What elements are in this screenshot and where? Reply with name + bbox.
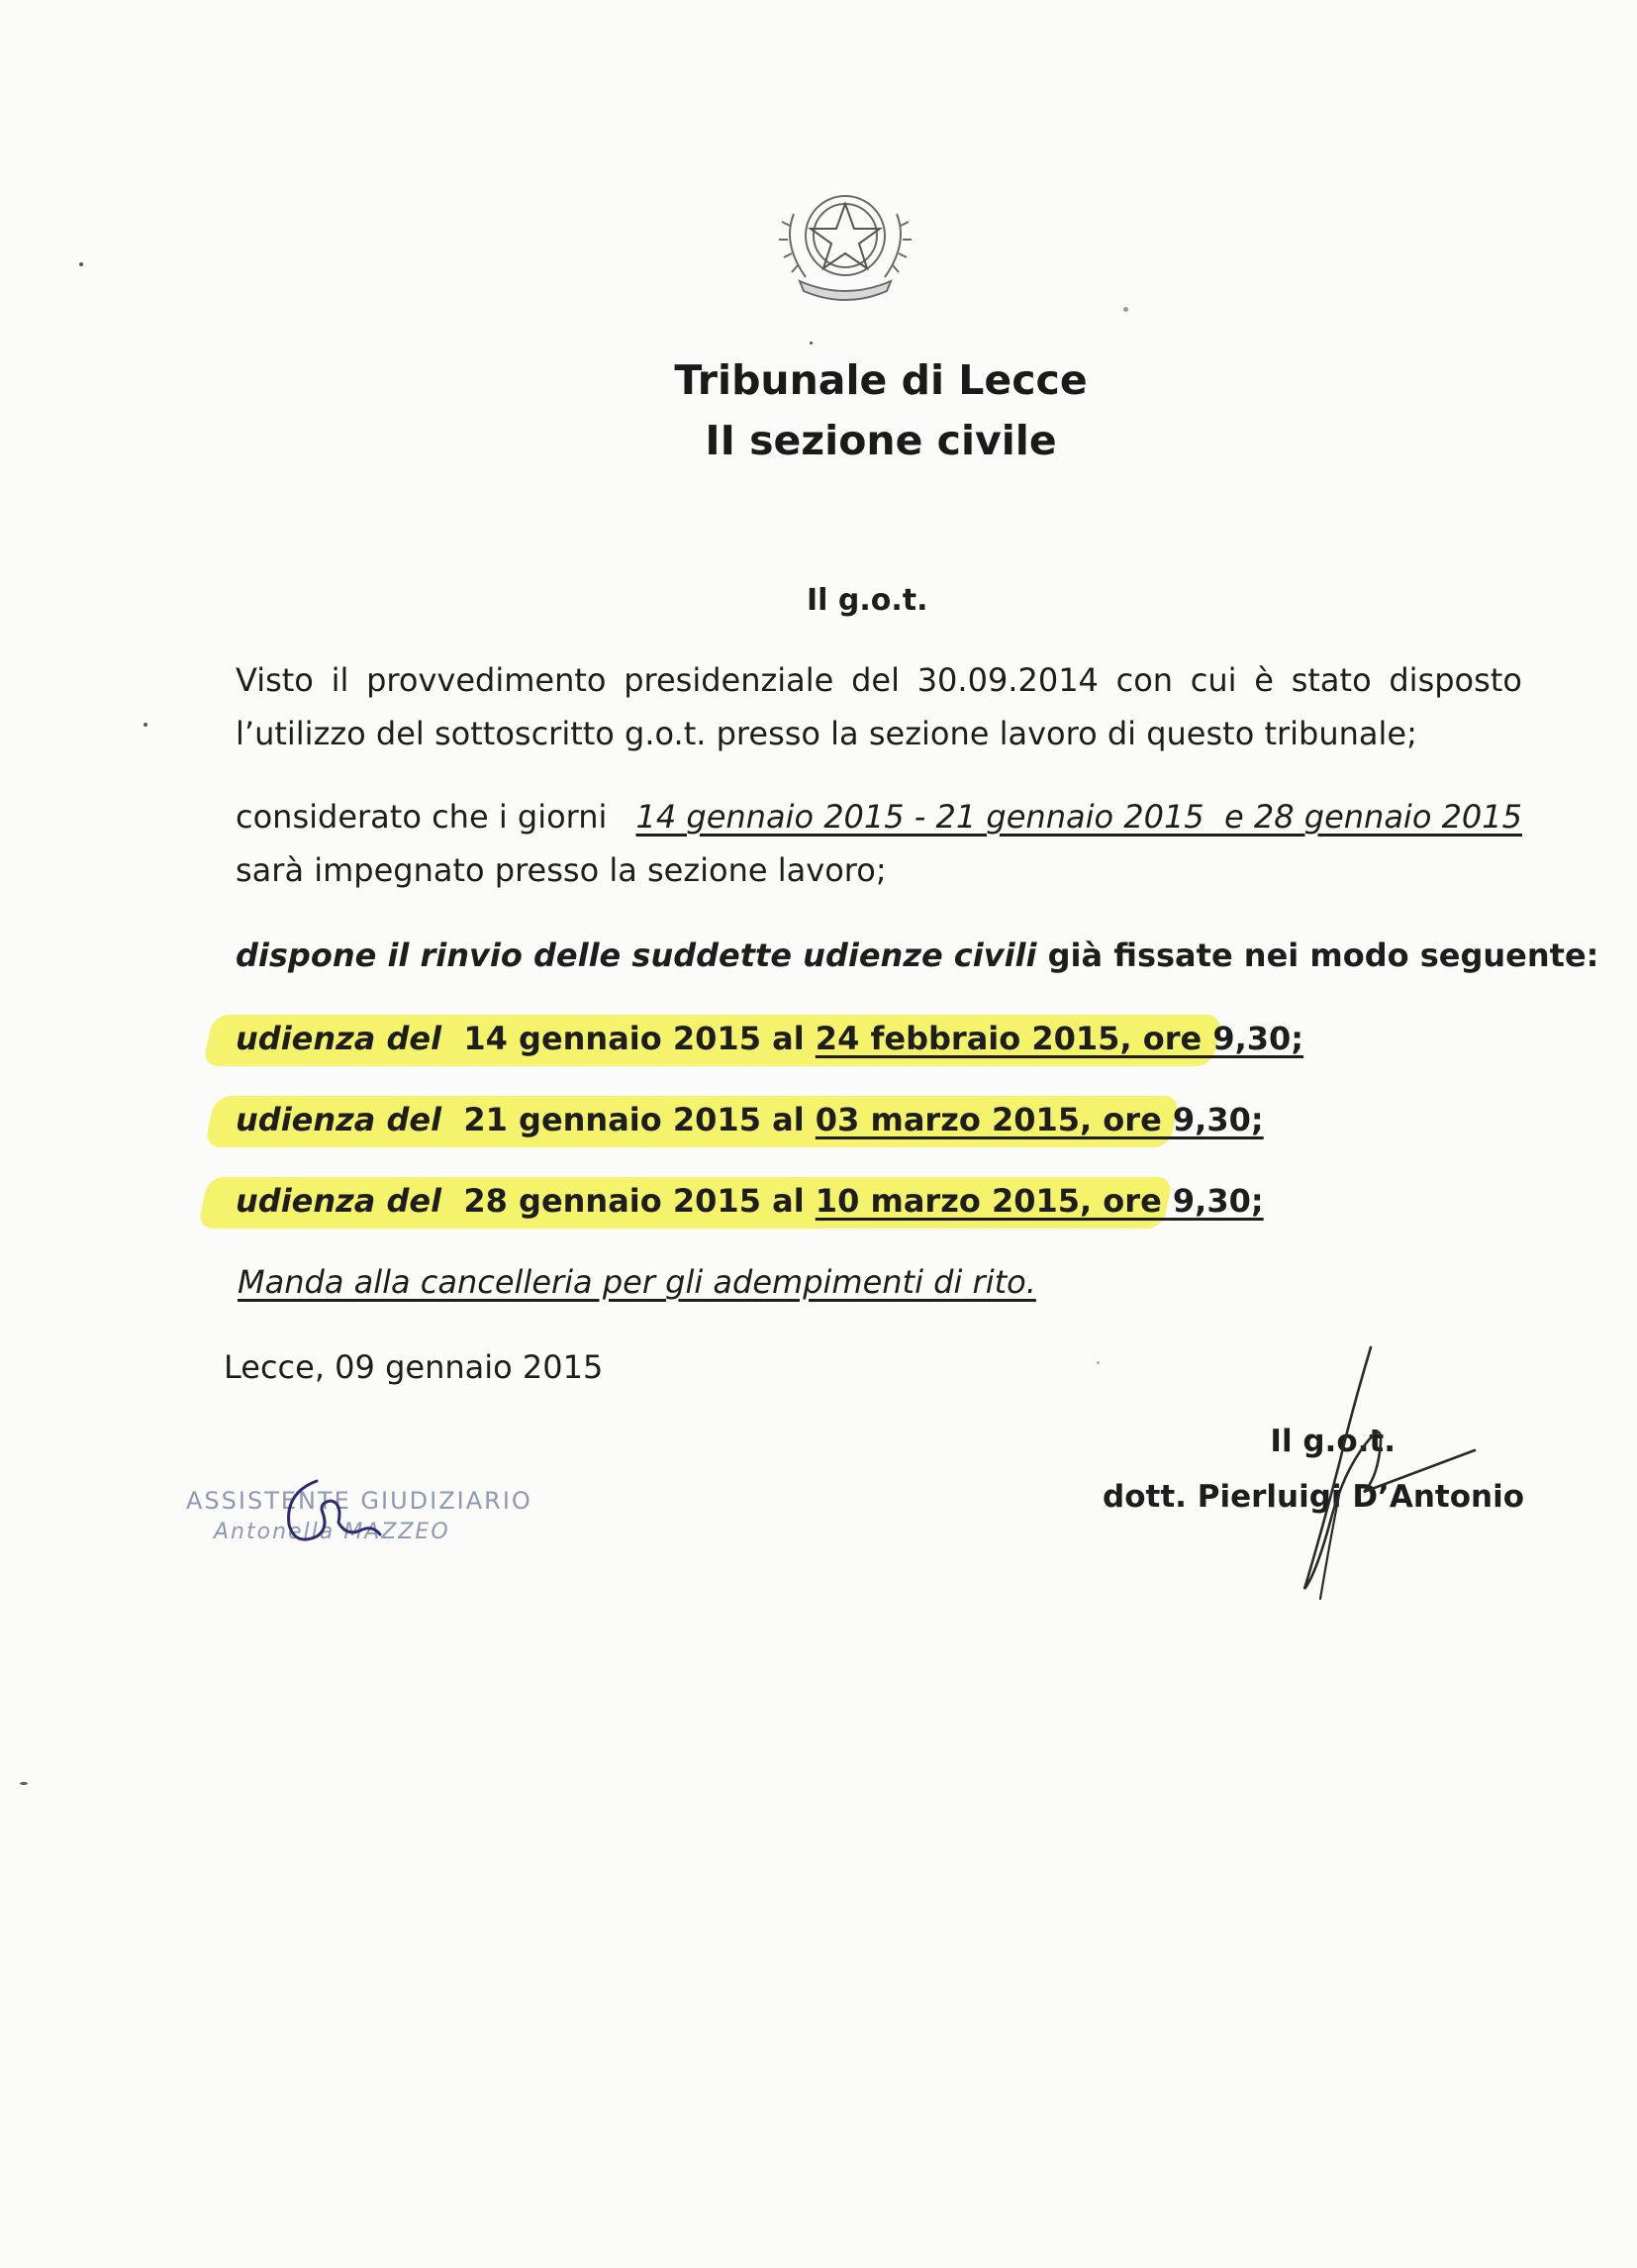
court-name: Tribunale di Lecce: [674, 356, 1088, 404]
paragraph-visto-line2: l’utilizzo del sottoscritto g.o.t. presso la sezione lavoro di questo tribunale;: [236, 715, 1417, 752]
signature-name: dott. Pierluigi D’Antonio: [1103, 1479, 1524, 1515]
word: cui: [1190, 661, 1237, 699]
word: 30.09.2014: [916, 661, 1099, 699]
hearing-row: [236, 1182, 1264, 1220]
hearing-to: 24 febbraio 2015, ore 9,30;: [815, 1020, 1304, 1057]
hearing-from: 21 gennaio 2015 al: [463, 1101, 805, 1138]
closing-line: Manda alla cancelleria per gli adempimenti di rito.: [238, 1263, 1036, 1301]
signature-role: Il g.o.t.: [1270, 1424, 1396, 1459]
stamp-line2: Antonella MAZZEO: [214, 1520, 450, 1544]
dispone-rest: già fissate nei modo seguente:: [1047, 937, 1599, 974]
hearing-from: 14 gennaio 2015 al: [463, 1020, 805, 1057]
scan-speck: [1123, 307, 1128, 312]
hearing-row: [236, 1101, 1264, 1138]
place-date: Lecce, 09 gennaio 2015: [224, 1348, 604, 1386]
considerato-prefix: considerato che i giorni: [236, 798, 608, 836]
hearing-label: udienza del: [236, 1101, 442, 1138]
word: presidenziale: [624, 661, 834, 699]
word: stato: [1291, 661, 1372, 699]
paragraph-considerato-line1: [236, 790, 1522, 843]
hearing-row: [236, 1020, 1303, 1057]
paragraph-dispone: [236, 929, 1599, 982]
scan-speck: [20, 1782, 28, 1785]
scan-speck: [810, 342, 813, 345]
hearing-label: udienza del: [236, 1020, 442, 1057]
scan-speck: [79, 262, 83, 266]
hearing-from: 28 gennaio 2015 al: [463, 1182, 805, 1220]
scan-speck: [1097, 1361, 1100, 1364]
document-title: Il g.o.t.: [807, 583, 928, 618]
stamp-line1: ASSISTENTE GIUDIZIARIO: [186, 1487, 532, 1515]
word: è: [1254, 661, 1274, 699]
italian-republic-emblem-icon: [776, 174, 915, 305]
word: con: [1115, 661, 1174, 699]
word: Visto: [236, 661, 314, 699]
handwritten-initials-icon: [277, 1473, 386, 1556]
paragraph-visto: [236, 653, 1522, 760]
hearing-to: 03 marzo 2015, ore 9,30;: [815, 1101, 1264, 1138]
word: il: [331, 661, 349, 699]
handwritten-signature-icon: [1257, 1341, 1485, 1613]
paragraph-considerato: [236, 790, 1522, 897]
hearing-label: udienza del: [236, 1182, 442, 1220]
paragraph-considerato-line2: sarà impegnato presso la sezione lavoro;: [236, 851, 887, 889]
scan-speck: [144, 723, 147, 727]
word: del: [851, 661, 900, 699]
court-section: II sezione civile: [705, 417, 1057, 464]
paragraph-visto-line1: [236, 653, 1522, 707]
hearing-dates: 14 gennaio 2015 - 21 gennaio 2015 e 28 gennaio 2015: [635, 798, 1522, 836]
dispone-italic: dispone il rinvio delle suddette udienze civili: [236, 937, 1037, 974]
word: disposto: [1389, 661, 1522, 699]
hearing-to: 10 marzo 2015, ore 9,30;: [815, 1182, 1264, 1220]
word: provvedimento: [366, 661, 607, 699]
